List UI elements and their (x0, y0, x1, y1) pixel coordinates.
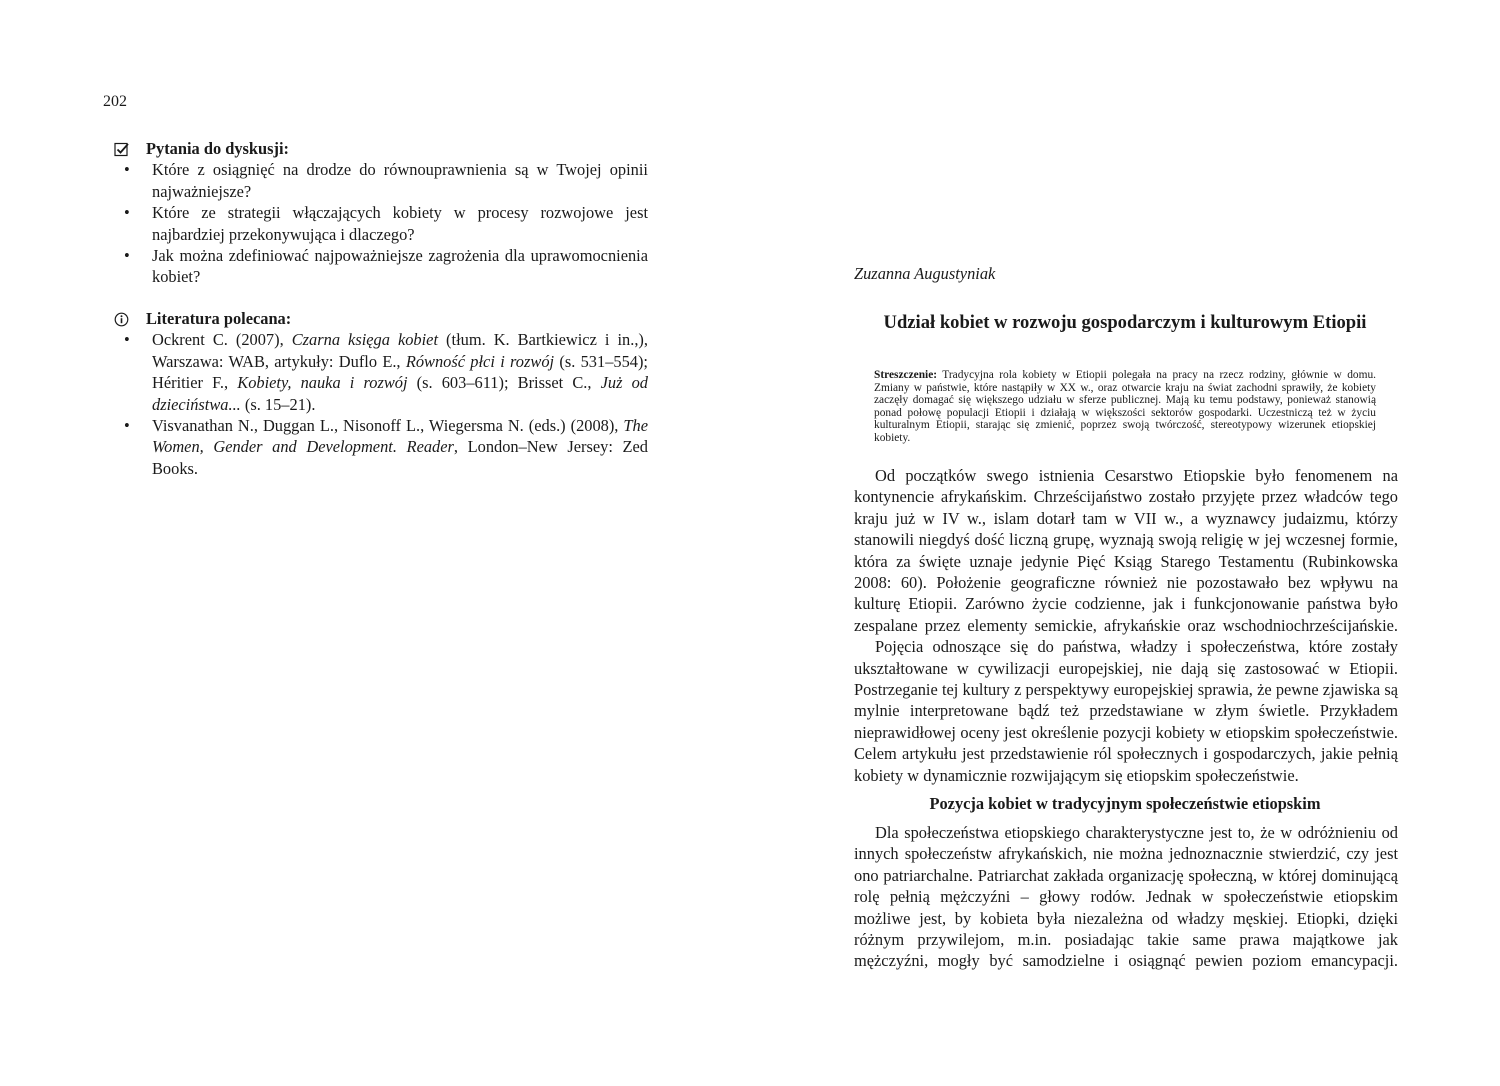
citation-title: Już od dzieciństwa... (152, 373, 648, 414)
right-page (750, 0, 1500, 1086)
body-paragraph: Od początków swego istnienia Cesarstwo Etiopskie było fenomenem na kontynencie afrykańskim. Chrześcijaństwo zostało przyjęte przez władców tego kraju już w IV w., islam dotarł tam w VII w., a wyznawcy judaizmu, którzy stanowili niegdyś dość liczną grupę, wyznają swoją religię w jej wczesnej formie, która za święte uznaje jedynie Pięć Ksiąg Starego Testamentu (Rubinkowska 2008: 60). Położenie geograficzne również nie pozostawało bez wpływu na kulturę Etiopii. Zarówno życie codzienne, jak i funkcjonowanie państwa było zespalane przez elementy semickie, afrykańskie oraz wschodniochrześcijańskie. (854, 466, 1398, 635)
citation-text: (s. 603–611); Brisset C., (407, 373, 601, 393)
list-item (114, 159, 648, 202)
info-circle-icon (114, 312, 129, 327)
body-paragraph: Dla społeczeństwa etiopskiego charakterystyczne jest to, że w odróżnieniu od innych społeczeństw afrykańskich, nie można jednoznacznie stwierdzić, czy jest ono patriarchalne. Patriarchat zakłada organizację społeczną, w której dominującą rolę pełnią mężczyźni – głowy rodów. Jednak w społeczeństwie etiopskim możliwe jest, by kobieta była niezależna od władzy męskiej. Etiopki, dzięki różnym przywilejom, m.in. posiadając takie same prawa majątkowe jak mężczyźni, mogły być samodzielne i osiągnąć pewien poziom emancypacji. (854, 823, 1398, 971)
citation-text: (s. 15–21). (240, 394, 316, 414)
list-item (114, 202, 648, 245)
discussion-questions-section (114, 138, 648, 288)
article-title: Udział kobiet w rozwoju gospodarczym i kulturowym Etiopii (883, 312, 1367, 333)
section-heading: Pozycja kobiet w tradycyjnym społeczeństwie etiopskim (929, 794, 1321, 813)
discussion-heading-row (114, 138, 648, 159)
abstract-text: Tradycyjna rola kobiety w Etiopii polegała na pracy na rzecz rodziny, głównie w domu. Zmiany w państwie, które nastąpiły w XX w., oraz otwarcie kraju na świat zachodni sprawiły, że kobiety zaczęły domagać się większego udziału w sferze publicznej. Mają ku temu podstawy, ponieważ stanowią ponad połowę populacji Etiopii i działają w większości sektorów gospodarki. Uczestniczą też w życiu kulturalnym Etiopii, starając się zmienić, poprzez swoją twórczość, stereotypowy wizerunek etiopskiej kobiety. (874, 369, 1376, 444)
bullet: • (124, 160, 130, 180)
literature-list (114, 329, 648, 479)
body-paragraph: Pojęcia odnoszące się do państwa, władzy i społeczeństwa, które zostały ukształtowane w cywilizacji europejskiej, nie dają się zastosować w Etiopii. Postrzeganie tej kultury z perspektywy europejskiej sprawia, że pewne zjawiska są mylnie interpretowane bądź też przedstawiane w złym świetle. Przykładem nieprawidłowej oceny jest określenie pozycji kobiety w etiopskim społeczeństwie. Celem artykułu jest przedstawienie ról społecznych i gospodarczych, jakie pełnią kobiety w dynamicznie rozwijającym się etiopskim społeczeństwie. (854, 637, 1398, 785)
article-body-section (854, 822, 1398, 972)
abstract (874, 369, 1376, 445)
citation-title: The Women, Gender and Development. Reader (152, 416, 648, 457)
bullet: • (124, 330, 130, 350)
abstract-label: Streszczenie: (874, 369, 938, 381)
list-item-text: Które ze strategii włączających kobiety w procesy rozwojowe jest najbardziej przekonywująca i dlaczego? (152, 203, 648, 244)
citation-text: , London–New Jersey: Zed Books. (152, 437, 648, 478)
citation-title: Równość płci i rozwój (405, 351, 555, 371)
citation-title: Kobiety, nauka i rozwój (237, 373, 408, 393)
bullet: • (124, 416, 130, 436)
list-item (114, 245, 648, 288)
citation-text: (s. 531–554); Héritier F., (152, 351, 648, 393)
bullet: • (124, 246, 130, 266)
citation-text: (tłum. K. Bartkiewicz i in.,), Warszawa: WAB, artykuły: Duflo E., (152, 330, 648, 371)
citation-text: Ockrent C. (2007), (152, 330, 292, 350)
literature-heading-row (114, 308, 648, 329)
list-item-text: Które z osiągnięć na drodze do równouprawnienia są w Twojej opinii najważniejsze? (152, 160, 648, 201)
citation-text: Visvanathan N., Duggan L., Nisonoff L., Wiegersma N. (eds.) (2008), (152, 416, 624, 436)
list-item (114, 329, 648, 415)
citation-title: Czarna księga kobiet (291, 330, 439, 350)
checkbox-checked-icon (114, 142, 129, 157)
literature-heading: Literatura polecana: (146, 309, 292, 328)
recommended-literature-section (114, 308, 648, 479)
bullet: • (124, 203, 130, 223)
page-number: 202 (103, 93, 127, 110)
list-item (114, 415, 648, 479)
article-author: Zuzanna Augustyniak (854, 264, 996, 283)
article-body-intro (854, 465, 1398, 786)
list-item-text: Jak można zdefiniować najpoważniejsze zagrożenia dla uprawomocnienia kobiet? (152, 246, 648, 287)
discussion-heading: Pytania do dyskusji: (146, 139, 290, 158)
discussion-list (114, 159, 648, 287)
